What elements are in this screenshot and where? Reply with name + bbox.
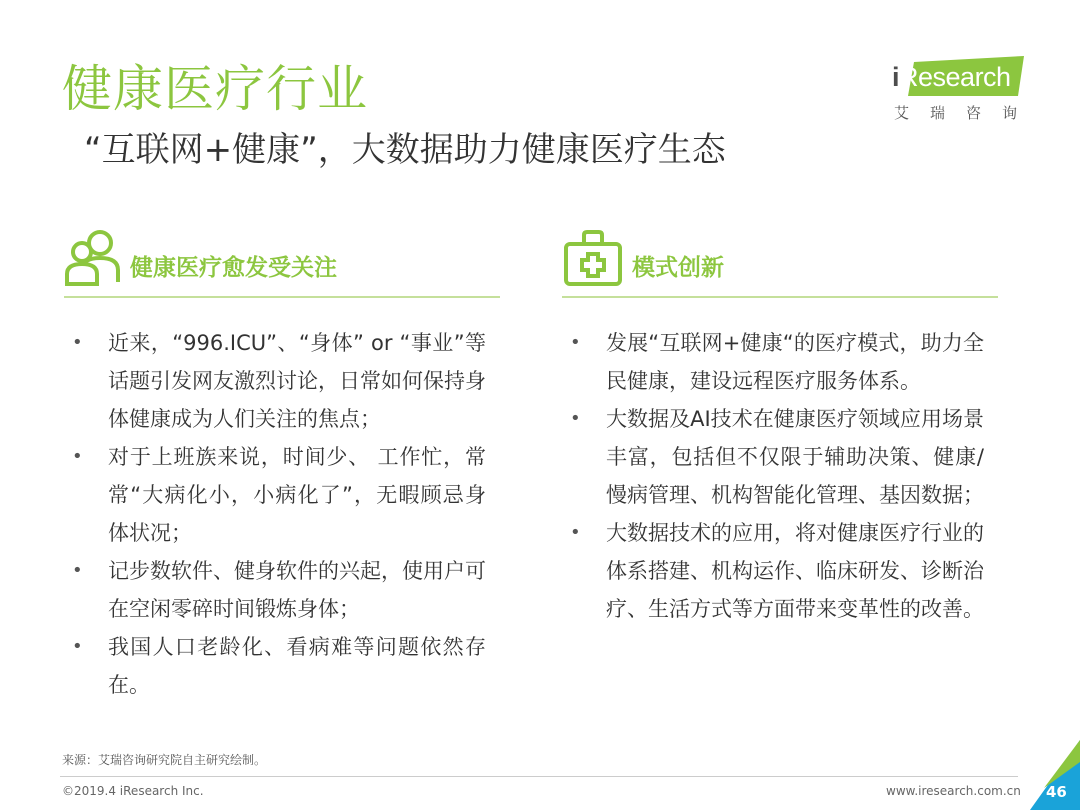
bullet-dot-icon: • bbox=[72, 636, 83, 657]
source-note: 来源：艾瑞咨询研究院自主研究绘制。 bbox=[62, 753, 267, 767]
section-model-innovation bbox=[562, 224, 998, 621]
page-subtitle: “互联网+健康”，大数据助力健康医疗生态 bbox=[84, 130, 726, 170]
page-number: 46 bbox=[1046, 783, 1067, 801]
section-health-attention bbox=[64, 224, 500, 697]
list-item: • 大数据技术的应用，将对健康医疗行业的体系搭建、机构运作、临床研发、诊断治疗、生活方式等方面带来变革性的改善。 bbox=[562, 514, 998, 628]
list-item: • 发展“互联网+健康“的医疗模式，助力全民健康，建设远程医疗服务体系。 bbox=[562, 324, 998, 400]
iresearch-logo bbox=[888, 56, 1038, 126]
bullet-list bbox=[64, 324, 500, 704]
section-title: 健康医疗愈发受关注 bbox=[130, 255, 337, 281]
bullet-dot-icon: • bbox=[570, 332, 581, 353]
logo-chinese-name: 艾瑞咨询 bbox=[894, 104, 1039, 122]
section-header bbox=[562, 224, 998, 298]
website-link: www.iresearch.com.cn bbox=[886, 784, 1021, 798]
copyright-text: ©2019.4 iResearch Inc. bbox=[62, 784, 204, 798]
bullet-dot-icon: • bbox=[72, 332, 83, 353]
list-item: • 我国人口老龄化、看病难等问题依然存在。 bbox=[64, 628, 500, 704]
bullet-dot-icon: • bbox=[72, 446, 83, 467]
bullet-dot-icon: • bbox=[72, 560, 83, 581]
section-header bbox=[64, 224, 500, 298]
list-item: • 对于上班族来说，时间少、 工作忙，常常“大病化小，小病化了”，无暇顾忌身体状况； bbox=[64, 438, 500, 552]
bullet-dot-icon: • bbox=[570, 522, 581, 543]
people-icon bbox=[64, 226, 122, 288]
list-item: • 大数据及AI技术在健康医疗领域应用场景丰富，包括但不仅限于辅助决策、健康/慢病管理、机构智能化管理、基因数据； bbox=[562, 400, 998, 514]
bullet-list bbox=[562, 324, 998, 628]
section-title: 模式创新 bbox=[632, 255, 724, 281]
page-title: 健康医疗行业 bbox=[62, 60, 368, 118]
bullet-dot-icon: • bbox=[570, 408, 581, 429]
list-item: • 近来，“996.ICU”、“身体” or “事业”等话题引发网友激烈讨论，日常如何保持身体健康成为人们关注的焦点； bbox=[64, 324, 500, 438]
medical-kit-icon bbox=[562, 226, 624, 290]
footer-divider bbox=[60, 776, 1018, 777]
list-item: • 记步数软件、健身软件的兴起，使用户可在空闲零碎时间锻炼身体； bbox=[64, 552, 500, 628]
logo-wordmark: iResearch bbox=[892, 62, 1011, 92]
